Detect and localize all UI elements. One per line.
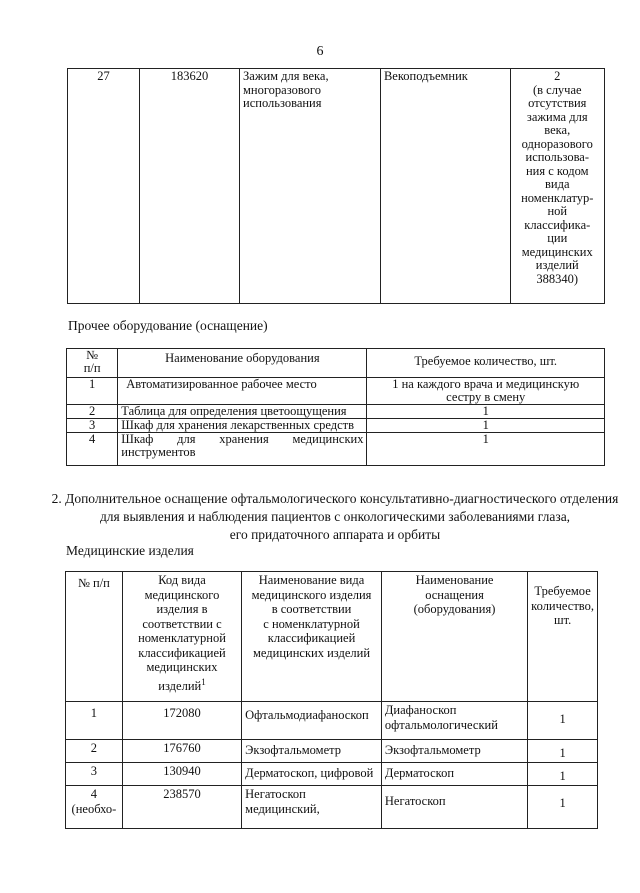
col-header-num: № п/п (66, 572, 123, 702)
text-line: зажима для (526, 109, 588, 124)
text-line: офтальмологический (384, 717, 498, 732)
text-line: медицинских (146, 660, 218, 674)
text-line: медицинских (521, 244, 593, 259)
text-line: медицинский, (245, 801, 320, 816)
col-header-equipment (381, 572, 527, 702)
table-row (67, 419, 605, 433)
equipment-name: Экзофтальмометр (381, 740, 527, 763)
page-number: 6 (316, 44, 324, 59)
table-row (66, 786, 598, 829)
text-line: 1 на каждого врача и медицинскую (392, 377, 580, 391)
row-number: 3 (66, 763, 123, 786)
col-header-code (122, 572, 241, 702)
footnote-mark: 1 (201, 676, 206, 687)
section-heading (40, 490, 630, 544)
row-number (66, 786, 123, 829)
table-row (66, 702, 598, 740)
text-line: шт. (553, 613, 572, 627)
text-line: классификацией (267, 631, 356, 645)
device-kind (240, 69, 381, 304)
text-line: соответствии с (142, 616, 222, 631)
col-header-qty (528, 572, 598, 702)
text-span: изделий (158, 678, 202, 693)
text-line: с номенклатурной (263, 616, 360, 631)
text-line: Наименование оснащения (415, 573, 494, 602)
heading-line: 2. Дополнительное оснащение офтальмологического консультативно-диагностического отделения (51, 491, 619, 506)
row-number: 4 (67, 433, 118, 466)
text-line: медицинского (144, 587, 220, 602)
table-row (66, 740, 598, 763)
equipment-name (381, 702, 527, 740)
device-code: 176760 (122, 740, 241, 763)
equipment-name: Векоподъемник (380, 69, 510, 304)
row-number: 1 (66, 702, 123, 740)
required-quantity: 1 (528, 702, 598, 740)
text-line: изделия в (156, 602, 208, 616)
required-quantity: 1 (528, 740, 598, 763)
table-row (66, 763, 598, 786)
text-line: одноразового (521, 136, 593, 151)
text-line: медицинского изделия (251, 587, 372, 602)
text-line: 388340) (536, 271, 579, 286)
device-code: 183620 (140, 69, 240, 304)
medical-devices-table (65, 571, 598, 829)
medical-devices-heading: Медицинские изделия (66, 543, 194, 558)
text-line: использова- (525, 150, 590, 164)
row-number: 2 (66, 740, 123, 763)
col-header-num (67, 349, 118, 378)
required-quantity (367, 378, 605, 405)
col-header-name: Наименование оборудования (118, 349, 367, 378)
text-line: Негатоскоп (245, 787, 306, 801)
device-code: 172080 (122, 702, 241, 740)
text-line: многоразового (243, 82, 321, 97)
text-line: (необхо- (71, 801, 117, 816)
required-quantity (510, 69, 604, 304)
text-line: ной (547, 204, 568, 218)
table-header-row (66, 572, 598, 702)
text-line: в соответствии (271, 602, 352, 616)
text-line: количество, (531, 598, 594, 613)
text-line: (в случае (532, 82, 582, 97)
col-header-kind (242, 572, 382, 702)
equipment-name: Дерматоскоп (381, 763, 527, 786)
required-quantity: 1 (528, 763, 598, 786)
text-line: п/п (83, 360, 101, 375)
device-code: 130940 (122, 763, 241, 786)
device-kind: Офтальмодиафаноскоп (242, 702, 382, 740)
text-line: № (86, 348, 99, 362)
device-kind: Дерматоскоп, цифровой (242, 763, 382, 786)
required-quantity: 1 (367, 433, 605, 466)
equipment-name: Негатоскоп (381, 786, 527, 829)
device-kind (242, 786, 382, 829)
equipment-name: Таблица для определения цветоощущения (118, 405, 367, 419)
text-line: вида (545, 177, 570, 191)
text-line: номенклатурной (138, 631, 226, 645)
text-line: ции (547, 231, 568, 245)
text-line: классифика- (524, 217, 591, 232)
text-line: инструментов (121, 444, 196, 459)
text-line: использования (243, 96, 322, 110)
other-equipment-heading: Прочее оборудование (оснащение) (68, 318, 268, 333)
text-line: отсутствия (528, 96, 587, 110)
required-quantity: 1 (367, 419, 605, 433)
text-line: Наименование вида (258, 573, 365, 587)
required-quantity: 1 (367, 405, 605, 419)
row-number: 27 (68, 69, 140, 304)
device-code: 238570 (122, 786, 241, 829)
text-line (126, 675, 238, 694)
text-line: сестру в смену (446, 389, 526, 404)
table-row (67, 433, 605, 466)
text-line: изделий (535, 258, 579, 272)
text-line: (оборудования) (413, 602, 496, 616)
equipment-name: Автоматизированное рабочее место (118, 378, 367, 405)
table-row (68, 69, 605, 304)
row-number: 3 (67, 419, 118, 433)
text-line: ния с кодом (525, 163, 589, 178)
text-line: Шкаф для хранения медицинских (121, 432, 364, 446)
text-line: Код вида (158, 573, 206, 587)
device-kind: Экзофтальмометр (242, 740, 382, 763)
heading-line: его придаточного аппарата и орбиты (229, 527, 441, 542)
heading-line: для выявления и наблюдения пациентов с онкологическими заболеваниями глаза, (99, 509, 571, 524)
required-quantity: 1 (528, 786, 598, 829)
text-line: классификацией (138, 645, 226, 660)
text-line: номенклатур- (521, 190, 594, 205)
row-number: 1 (67, 378, 118, 405)
text-line: Диафаноскоп (384, 703, 457, 717)
equipment-name: Шкаф для хранения лекарственных средств (118, 419, 367, 433)
table-header-row (67, 349, 605, 378)
table-row (67, 378, 605, 405)
other-equipment-table (66, 348, 605, 466)
text-line: 4 (90, 787, 98, 801)
continued-equipment-table (67, 68, 605, 304)
table-row (67, 405, 605, 419)
text-line: века, (544, 123, 571, 137)
equipment-name (118, 433, 367, 466)
text-line: 2 (554, 69, 561, 83)
col-header-qty: Требуемое количество, шт. (367, 349, 605, 378)
row-number: 2 (67, 405, 118, 419)
text-line: медицинских изделий (253, 645, 371, 660)
text-line: Требуемое (534, 584, 591, 598)
text-line: Зажим для века, (243, 69, 329, 83)
